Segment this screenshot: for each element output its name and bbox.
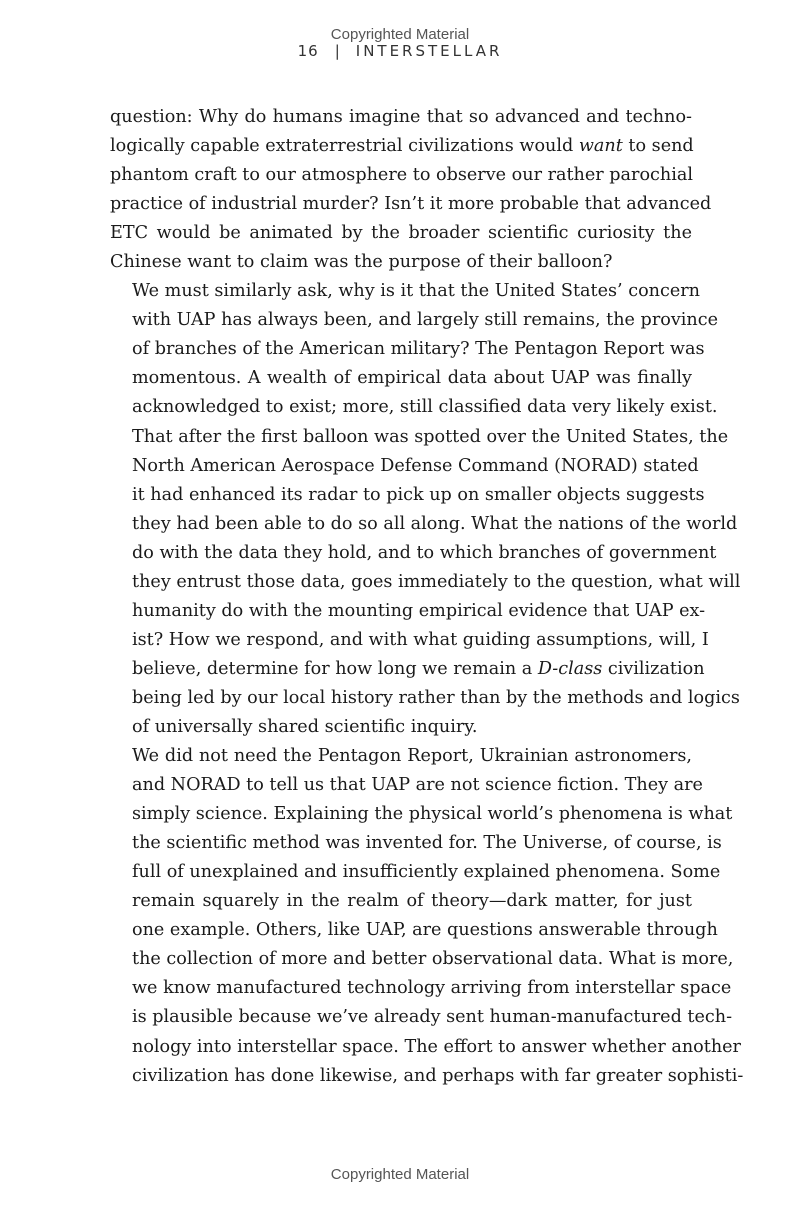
text-fragment: believe, determine for how long we remain a	[132, 658, 538, 679]
text-line: acknowledged to exist; more, still classified data very likely exist.	[132, 397, 718, 418]
copyright-notice-bottom: Copyrighted Material	[330, 1166, 470, 1183]
text-line: full of unexplained and insufficiently explained phenomena. Some	[132, 862, 721, 883]
paragraph-1	[110, 103, 712, 277]
header-separator: |	[334, 42, 340, 60]
text-line: the collection of more and better observational data. What is more,	[132, 949, 734, 970]
text-line: one example. Others, like UAP, are questions answerable through	[132, 920, 718, 941]
text-line: remain squarely in the realm of theory—dark matter, for just	[132, 891, 692, 912]
running-head	[0, 42, 800, 60]
text-line: with UAP has always been, and largely still remains, the province	[132, 310, 718, 331]
body-text	[110, 103, 744, 1091]
text-line: and NORAD to tell us that UAP are not science fiction. They are	[132, 775, 703, 796]
emphasis-d-class: D-class	[537, 658, 603, 679]
text-fragment: civilization	[602, 658, 705, 679]
text-fragment: logically capable extraterrestrial civilizations would	[110, 136, 579, 157]
text-line: phantom craft to our atmosphere to observe our rather parochial	[110, 165, 693, 186]
text-line: Chinese want to claim was the purpose of their balloon?	[110, 252, 613, 273]
text-line: is plausible because we’ve already sent human-manufactured tech-	[132, 1007, 733, 1028]
paragraph-3	[110, 742, 744, 1091]
text-line: the scientific method was invented for. The Universe, of course, is	[132, 833, 722, 854]
text-line	[110, 655, 705, 684]
copyright-notice-top: Copyrighted Material	[330, 26, 470, 43]
text-line: momentous. A wealth of empirical data about UAP was finally	[132, 368, 692, 389]
text-line: they entrust those data, goes immediately to the question, what will	[132, 571, 741, 592]
text-line: do with the data they hold, and to which branches of government	[132, 542, 717, 563]
text-line: practice of industrial murder? Isn’t it more probable that advanced	[110, 194, 712, 215]
text-line: We must similarly ask, why is it that the United States’ concern	[132, 281, 701, 302]
paragraph-2	[110, 277, 741, 742]
text-line	[110, 132, 692, 161]
text-line: they had been able to do so all along. What the nations of the world	[132, 513, 738, 534]
text-line: of universally shared scientific inquiry.	[132, 716, 478, 737]
text-line: it had enhanced its radar to pick up on smaller objects suggests	[132, 484, 705, 505]
text-line: being led by our local history rather than by the methods and logics	[132, 687, 740, 708]
text-line: humanity do with the mounting empirical evidence that UAP ex-	[132, 600, 706, 621]
emphasis-want: want	[578, 136, 623, 157]
text-line: of branches of the American military? The Pentagon Report was	[132, 339, 705, 360]
page-number: 16	[297, 42, 319, 60]
text-line: That after the first balloon was spotted over the United States, the	[132, 426, 729, 447]
text-line: North American Aerospace Defense Command (NORAD) stated	[132, 455, 699, 476]
text-line: ETC would be animated by the broader scientific curiosity the	[110, 223, 692, 244]
text-line: simply science. Explaining the physical world’s phenomena is what	[132, 804, 733, 825]
text-line: civilization has done likewise, and perhaps with far greater sophisti-	[132, 1065, 744, 1086]
text-line: we know manufactured technology arriving from interstellar space	[132, 978, 732, 999]
text-line: We did not need the Pentagon Report, Ukrainian astronomers,	[132, 746, 692, 767]
text-line: nology into interstellar space. The effort to answer whether another	[132, 1036, 741, 1057]
text-line: question: Why do humans imagine that so advanced and techno-	[110, 107, 692, 127]
text-fragment: to send	[622, 136, 694, 157]
running-title: INTERSTELLAR	[355, 42, 503, 60]
text-line: ist? How we respond, and with what guiding assumptions, will, I	[132, 629, 709, 650]
